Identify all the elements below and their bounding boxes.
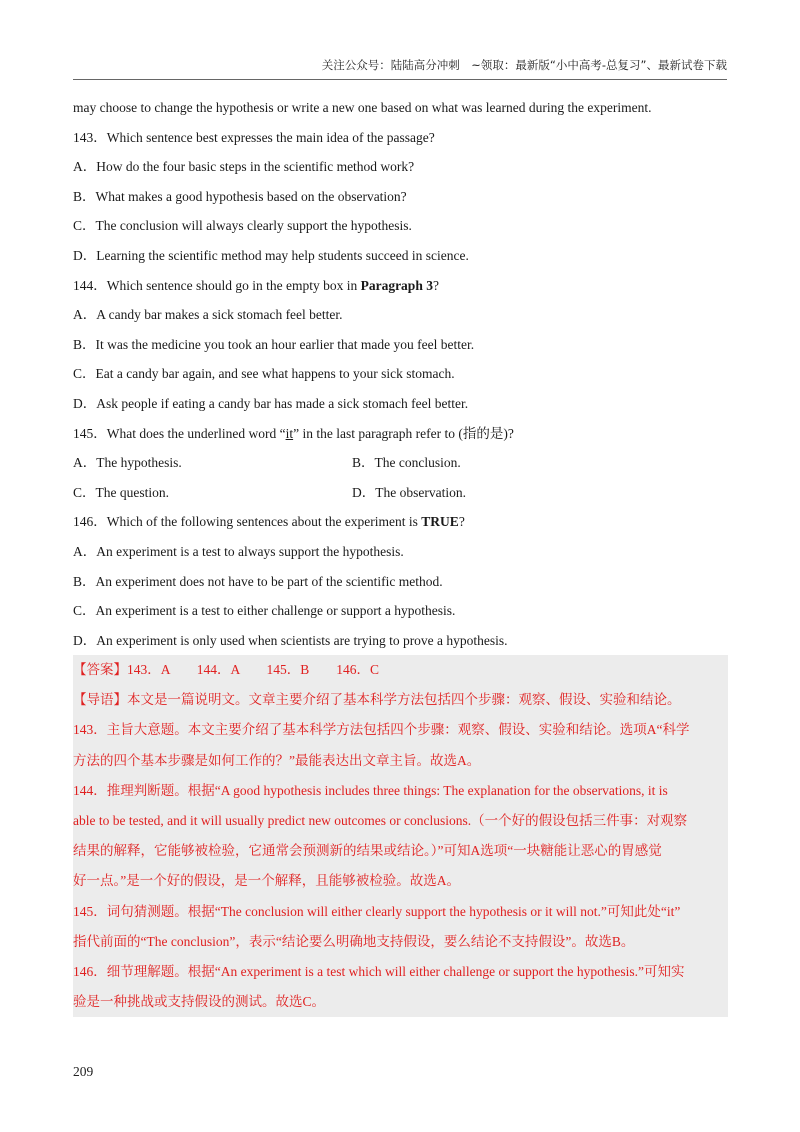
question-number: 145． — [73, 425, 107, 441]
q143-option-b: B．What makes a good hypothesis based on the observation? — [73, 188, 407, 204]
explanation-line: able to be tested, and it will usually predict new outcomes or conclusions.（一个好的假设包括三件事：对观察 — [73, 812, 688, 828]
question-bold-text: Paragraph 3 — [360, 277, 433, 293]
q145-option-a: A．The hypothesis. — [73, 455, 182, 471]
page-header: 关注公众号：陆陆高分冲刺 ~领取：最新版“小中高考-总复习”、最新试卷下载 — [321, 58, 727, 72]
question-text: Which sentence best expresses the main idea of the passage? — [106, 129, 435, 145]
q143-option-a: A．How do the four basic steps in the scientific method work? — [73, 159, 415, 175]
question-text: Which of the following sentences about the experiment is — [106, 514, 422, 530]
question-143-stem — [73, 123, 729, 153]
explanation-line: 方法的四个基本步骤是如何工作的？”最能表达出文章主旨。故选A。 — [73, 752, 481, 768]
q145-option-d: D．The observation. — [352, 484, 466, 500]
question-bold-text: TRUE — [421, 514, 459, 530]
q145-option-c: C．The question. — [73, 484, 169, 500]
question-144-stem — [73, 271, 729, 301]
explanation-line: 验是一种挑战或支持假设的测试。故选C。 — [73, 994, 326, 1010]
explanation-line: 结果的解释，它能够被检验，它通常会预测新的结果或结论。）”可知A选项“一块糖能让恶心的胃感觉 — [73, 843, 662, 859]
q146-option-a: A．An experiment is a test to always support the hypothesis. — [73, 543, 404, 559]
q144-option-d: D．Ask people if eating a candy bar has made a sick stomach feel better. — [73, 395, 469, 411]
explanation-line: 145．词句猜测题。根据“The conclusion will either clearly support the hypothesis or it will not.”可知此处“it” — [73, 903, 681, 919]
q145-options-row-1 — [73, 448, 729, 478]
question-145-stem — [73, 419, 729, 449]
question-content — [73, 93, 729, 655]
q143-option-d: D．Learning the scientific method may help students succeed in science. — [73, 247, 469, 263]
answer-key-line: 【答案】143．A 144．A 145．B 146．C — [73, 662, 380, 677]
explanation-line: 144．推理判断题。根据“A good hypothesis includes three things: The explanation for the observations, it is — [73, 782, 668, 798]
underlined-word: it — [285, 425, 294, 441]
question-text: What does the underlined word “ — [106, 425, 286, 441]
question-text-end: ? — [432, 277, 439, 293]
q146-option-d: D．An experiment is only used when scientists are trying to prove a hypothesis. — [73, 632, 508, 648]
page-number: 209 — [73, 1064, 94, 1079]
q144-option-b: B．It was the medicine you took an hour earlier that made you feel better. — [73, 336, 475, 352]
question-text-end: ? — [458, 514, 465, 530]
question-146-stem — [73, 507, 729, 537]
q146-option-b: B．An experiment does not have to be part of the scientific method. — [73, 573, 443, 589]
intro-line: may choose to change the hypothesis or write a new one based on what was learned during the experiment. — [73, 100, 652, 115]
explanation-line: 指代前面的“The conclusion”，表示“结论要么明确地支持假设，要么结论不支持假设”。故选B。 — [73, 933, 635, 949]
q144-option-a: A．A candy bar makes a sick stomach feel better. — [73, 307, 343, 323]
question-number: 144． — [73, 277, 107, 293]
q143-option-c: C．The conclusion will always clearly support the hypothesis. — [73, 218, 412, 234]
explanation-line: 146．细节理解题。根据“An experiment is a test which will either challenge or support the hypothesis.”可知实 — [73, 963, 685, 979]
explanation-line: 143．主旨大意题。本文主要介绍了基本科学方法包括四个步骤：观察、假设、实验和结论。选项A“科学 — [73, 722, 690, 738]
q145-option-b: B．The conclusion. — [352, 455, 461, 471]
question-text: Which sentence should go in the empty box in — [106, 277, 361, 293]
q146-option-c: C．An experiment is a test to either challenge or support a hypothesis. — [73, 603, 456, 619]
q145-options-row-2 — [73, 478, 729, 508]
q144-option-c: C．Eat a candy bar again, and see what happens to your sick stomach. — [73, 366, 455, 382]
header-divider — [73, 79, 727, 80]
explanation-line: 好一点。”是一个好的假设，是一个解释，且能够被检验。故选A。 — [73, 873, 460, 889]
answer-explanation-box — [73, 655, 728, 1017]
question-text-end: ” in the last paragraph refer to (指的是)? — [293, 425, 514, 441]
question-number: 146． — [73, 514, 107, 530]
question-number: 143． — [73, 129, 107, 145]
explanation-line: 【导语】本文是一篇说明文。文章主要介绍了基本科学方法包括四个步骤：观察、假设、实验和结论。 — [73, 692, 681, 708]
